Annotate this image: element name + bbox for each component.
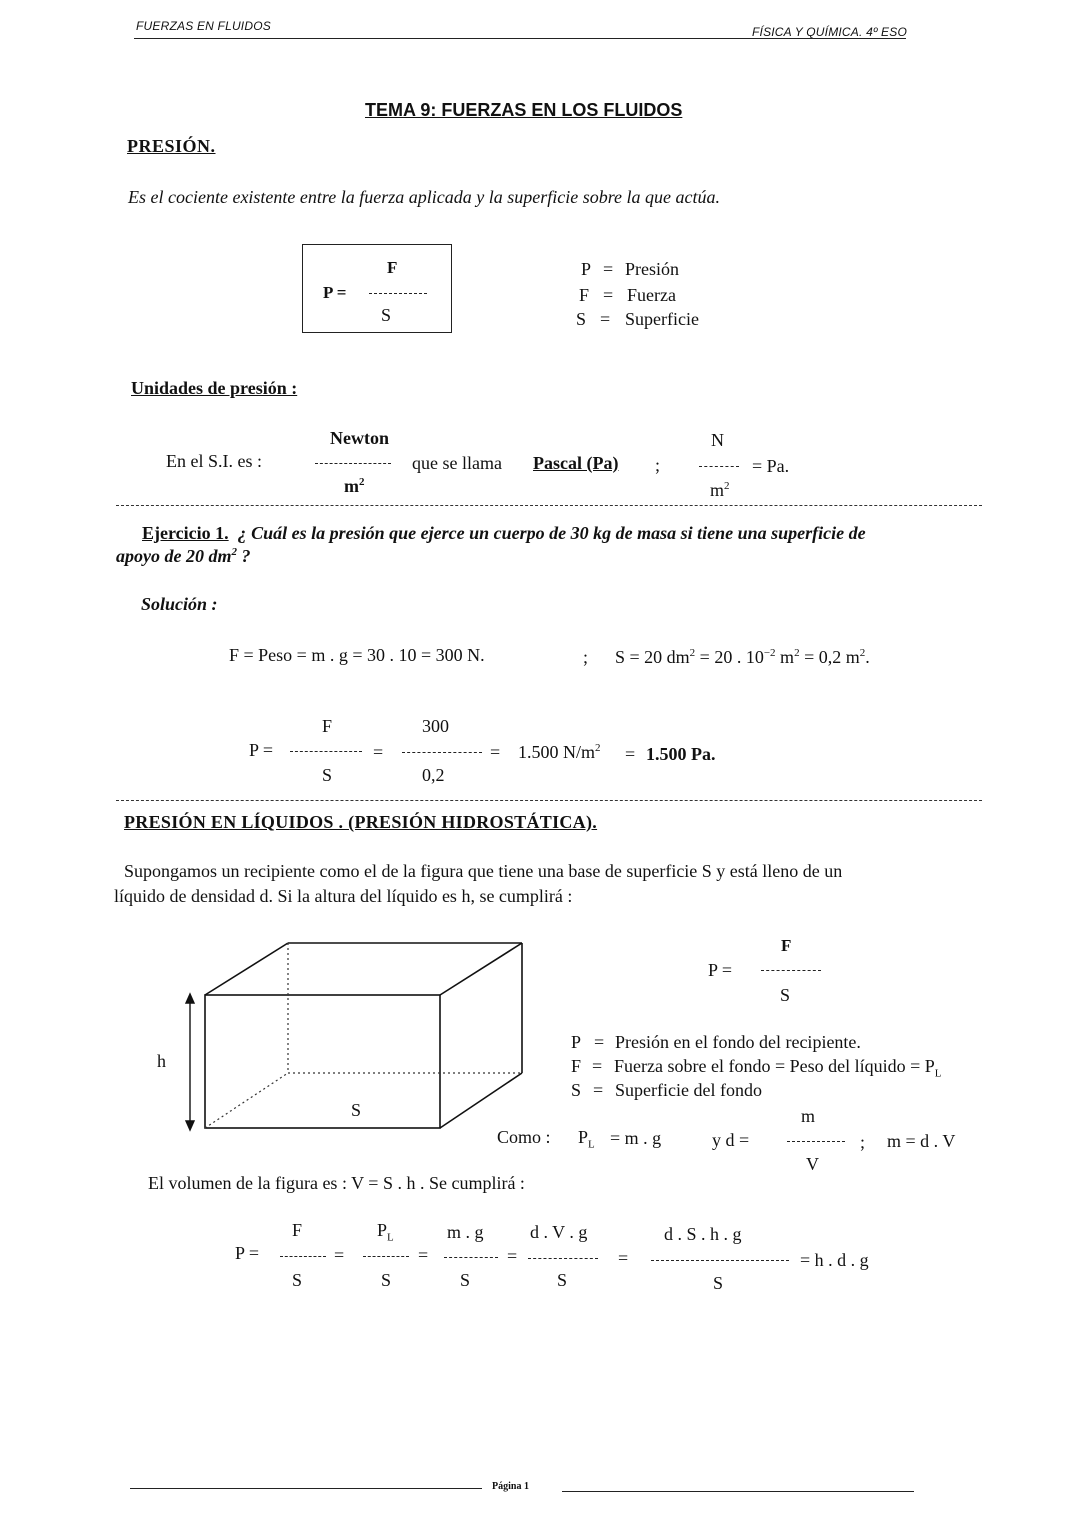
unit-numerator: Newton xyxy=(330,428,389,448)
final-frac-den: S xyxy=(713,1273,724,1293)
height-arrow xyxy=(186,994,194,1130)
divider xyxy=(116,505,982,506)
si-prefix: En el S.I. es : xyxy=(166,451,262,471)
fraction-line xyxy=(315,463,391,464)
legend-eq: = xyxy=(593,1080,604,1100)
final-frac-num: F xyxy=(292,1220,303,1240)
footer-rule-right xyxy=(562,1491,914,1492)
liq-formula-num: F xyxy=(781,936,792,955)
presion-definition: Es el cociente existente entre la fuerza aplicada y la superficie sobre la que actúa. xyxy=(128,187,721,207)
section-heading-presion: PRESIÓN. xyxy=(127,136,216,156)
section-heading-liquidos: PRESIÓN EN LÍQUIDOS . (PRESIÓN HIDROSTÁTICA). xyxy=(124,812,598,832)
ejercicio-question: ¿ Cuál es la presión que ejerce un cuerpo de 30 kg de masa si tiene una superficie de xyxy=(237,523,866,543)
period: . xyxy=(865,647,870,667)
como-sep: ; xyxy=(860,1132,866,1152)
frac-num: F xyxy=(322,716,333,736)
ejercicio-question-cont: apoyo de 20 dm xyxy=(116,546,232,566)
final-frac-num: d . S . h . g xyxy=(664,1224,742,1244)
frac-den: 0,2 xyxy=(422,765,445,785)
unit2-denominator: m xyxy=(710,480,725,500)
solution-final: 1.500 Pa. xyxy=(646,744,716,764)
figure-label-s: S xyxy=(351,1100,362,1120)
como-label: Como : xyxy=(497,1127,551,1147)
unit-separator: ; xyxy=(655,455,661,475)
legend-eq: = xyxy=(592,1056,603,1076)
fraction-line xyxy=(699,466,739,467)
legend-eq: = xyxy=(594,1032,605,1052)
header-right: FÍSICA Y QUÍMICA. 4º ESO xyxy=(752,25,907,39)
unidades-heading: Unidades de presión : xyxy=(131,378,298,398)
volumen-line: El volumen de la figura es : V = S . h . Se cumplirá : xyxy=(148,1173,525,1193)
page-number: Página 1 xyxy=(492,1481,529,1492)
legend-sym: S xyxy=(571,1080,582,1100)
final-lhs: P = xyxy=(235,1243,259,1263)
exponent: 2 xyxy=(794,647,800,659)
como-mg: = m . g xyxy=(610,1128,662,1148)
legend-desc: Presión xyxy=(625,259,679,279)
solution-line1-e: = 0,2 m xyxy=(799,647,860,667)
final-frac-num: m . g xyxy=(447,1222,484,1242)
fraction-line xyxy=(280,1256,326,1257)
legend-eq: = xyxy=(603,285,614,305)
fraction-line xyxy=(402,752,482,753)
subscript: L xyxy=(934,1067,942,1080)
footer-rule-left xyxy=(130,1488,482,1489)
legend-desc: Fuerza xyxy=(627,285,676,305)
page-title: TEMA 9: FUERZAS EN LOS FLUIDOS xyxy=(365,100,683,120)
solution-line1-a: F = Peso = m . g = 30 . 10 = 300 N. xyxy=(229,645,485,665)
liquidos-intro: Supongamos un recipiente como el de la figura que tiene una base de superficie S y está lleno de un xyxy=(124,861,843,881)
solution-result: 1.500 N/m xyxy=(518,742,596,762)
final-frac-num: d . V . g xyxy=(530,1222,588,1242)
equals: = xyxy=(507,1246,518,1266)
final-frac-den: S xyxy=(557,1270,568,1290)
fraction-line xyxy=(651,1260,789,1261)
header-left: FUERZAS EN FLUIDOS xyxy=(136,19,271,33)
exponent: 2 xyxy=(595,742,601,754)
header-rule xyxy=(134,38,906,39)
front-face xyxy=(205,995,440,1128)
fraction-line xyxy=(444,1257,498,1258)
final-result: = h . d . g xyxy=(800,1250,869,1270)
fraction-line xyxy=(369,293,427,294)
liquidos-intro-cont: líquido de densidad d. Si la altura del líquido es h, se cumplirá : xyxy=(114,886,573,906)
frac-den: S xyxy=(322,765,333,785)
legend-eq: = xyxy=(600,309,611,329)
legend-desc: Superficie xyxy=(625,309,699,329)
unit-result: = Pa. xyxy=(752,456,790,476)
unit2-numerator: N xyxy=(711,430,724,450)
equals: = xyxy=(373,742,384,762)
legend-sym: S xyxy=(576,309,587,329)
legend-desc: Superficie del fondo xyxy=(615,1080,762,1100)
equals: = xyxy=(490,742,501,762)
unit-exponent: 2 xyxy=(359,476,365,488)
pascal-label: Pascal (Pa) xyxy=(533,453,619,473)
como-num: m xyxy=(801,1106,816,1126)
unit-mid-text: que se llama xyxy=(412,453,502,473)
como-mdv: m = d . V xyxy=(887,1131,956,1151)
subscript: L xyxy=(387,1231,394,1244)
subscript: L xyxy=(588,1138,595,1151)
legend-eq: = xyxy=(603,259,614,279)
solution-line1-sep: ; xyxy=(583,647,589,667)
formula-denominator: S xyxy=(381,305,392,325)
equals: = xyxy=(625,744,636,764)
fraction-line xyxy=(363,1256,409,1257)
divider xyxy=(116,800,982,801)
exponent: 2 xyxy=(689,647,696,659)
solution-line1-c: = 20 . 10 xyxy=(695,647,764,667)
unit-denominator: m xyxy=(344,476,359,496)
ejercicio-question-end: ? xyxy=(236,546,251,566)
formula-box xyxy=(302,244,452,333)
figure-label-h: h xyxy=(157,1051,166,1071)
fraction-line xyxy=(761,970,821,971)
equals: = xyxy=(418,1245,429,1265)
liq-formula-lhs: P = xyxy=(708,960,732,980)
legend-desc: Presión en el fondo del recipiente. xyxy=(615,1032,861,1052)
final-frac-den: S xyxy=(381,1270,392,1290)
como-pl: P xyxy=(578,1127,589,1147)
liq-formula-den: S xyxy=(780,985,791,1005)
legend-sym: P xyxy=(581,259,592,279)
ejercicio-label: Ejercicio 1. xyxy=(142,523,229,543)
formula-numerator: F xyxy=(387,258,398,277)
final-frac-num: P xyxy=(377,1220,388,1240)
frac-num: 300 xyxy=(422,716,449,736)
solucion-label: Solución : xyxy=(141,594,218,614)
fraction-line xyxy=(290,751,362,752)
solution-line2-lhs: P = xyxy=(249,740,273,760)
final-frac-den: S xyxy=(460,1270,471,1290)
fraction-line xyxy=(787,1141,845,1142)
legend-sym: F xyxy=(579,285,590,305)
final-frac-den: S xyxy=(292,1270,303,1290)
formula-lhs: P = xyxy=(323,283,347,302)
exponent: 2 xyxy=(859,647,866,659)
equals: = xyxy=(334,1245,345,1265)
container-figure xyxy=(150,930,540,1135)
legend-sym: P xyxy=(571,1032,582,1052)
legend-desc: Fuerza sobre el fondo = Peso del líquido = P xyxy=(614,1056,935,1076)
como-den: V xyxy=(806,1154,819,1174)
solution-line1-b: S = 20 dm xyxy=(615,647,690,667)
fraction-line xyxy=(528,1258,598,1259)
exponent: −2 xyxy=(763,647,776,659)
como-d: y d = xyxy=(712,1130,750,1150)
solution-line1-d: m xyxy=(775,647,795,667)
equals: = xyxy=(618,1248,629,1268)
ejercicio-exponent: 2 xyxy=(231,546,237,558)
unit2-exponent: 2 xyxy=(724,480,730,492)
legend-sym: F xyxy=(571,1056,582,1076)
